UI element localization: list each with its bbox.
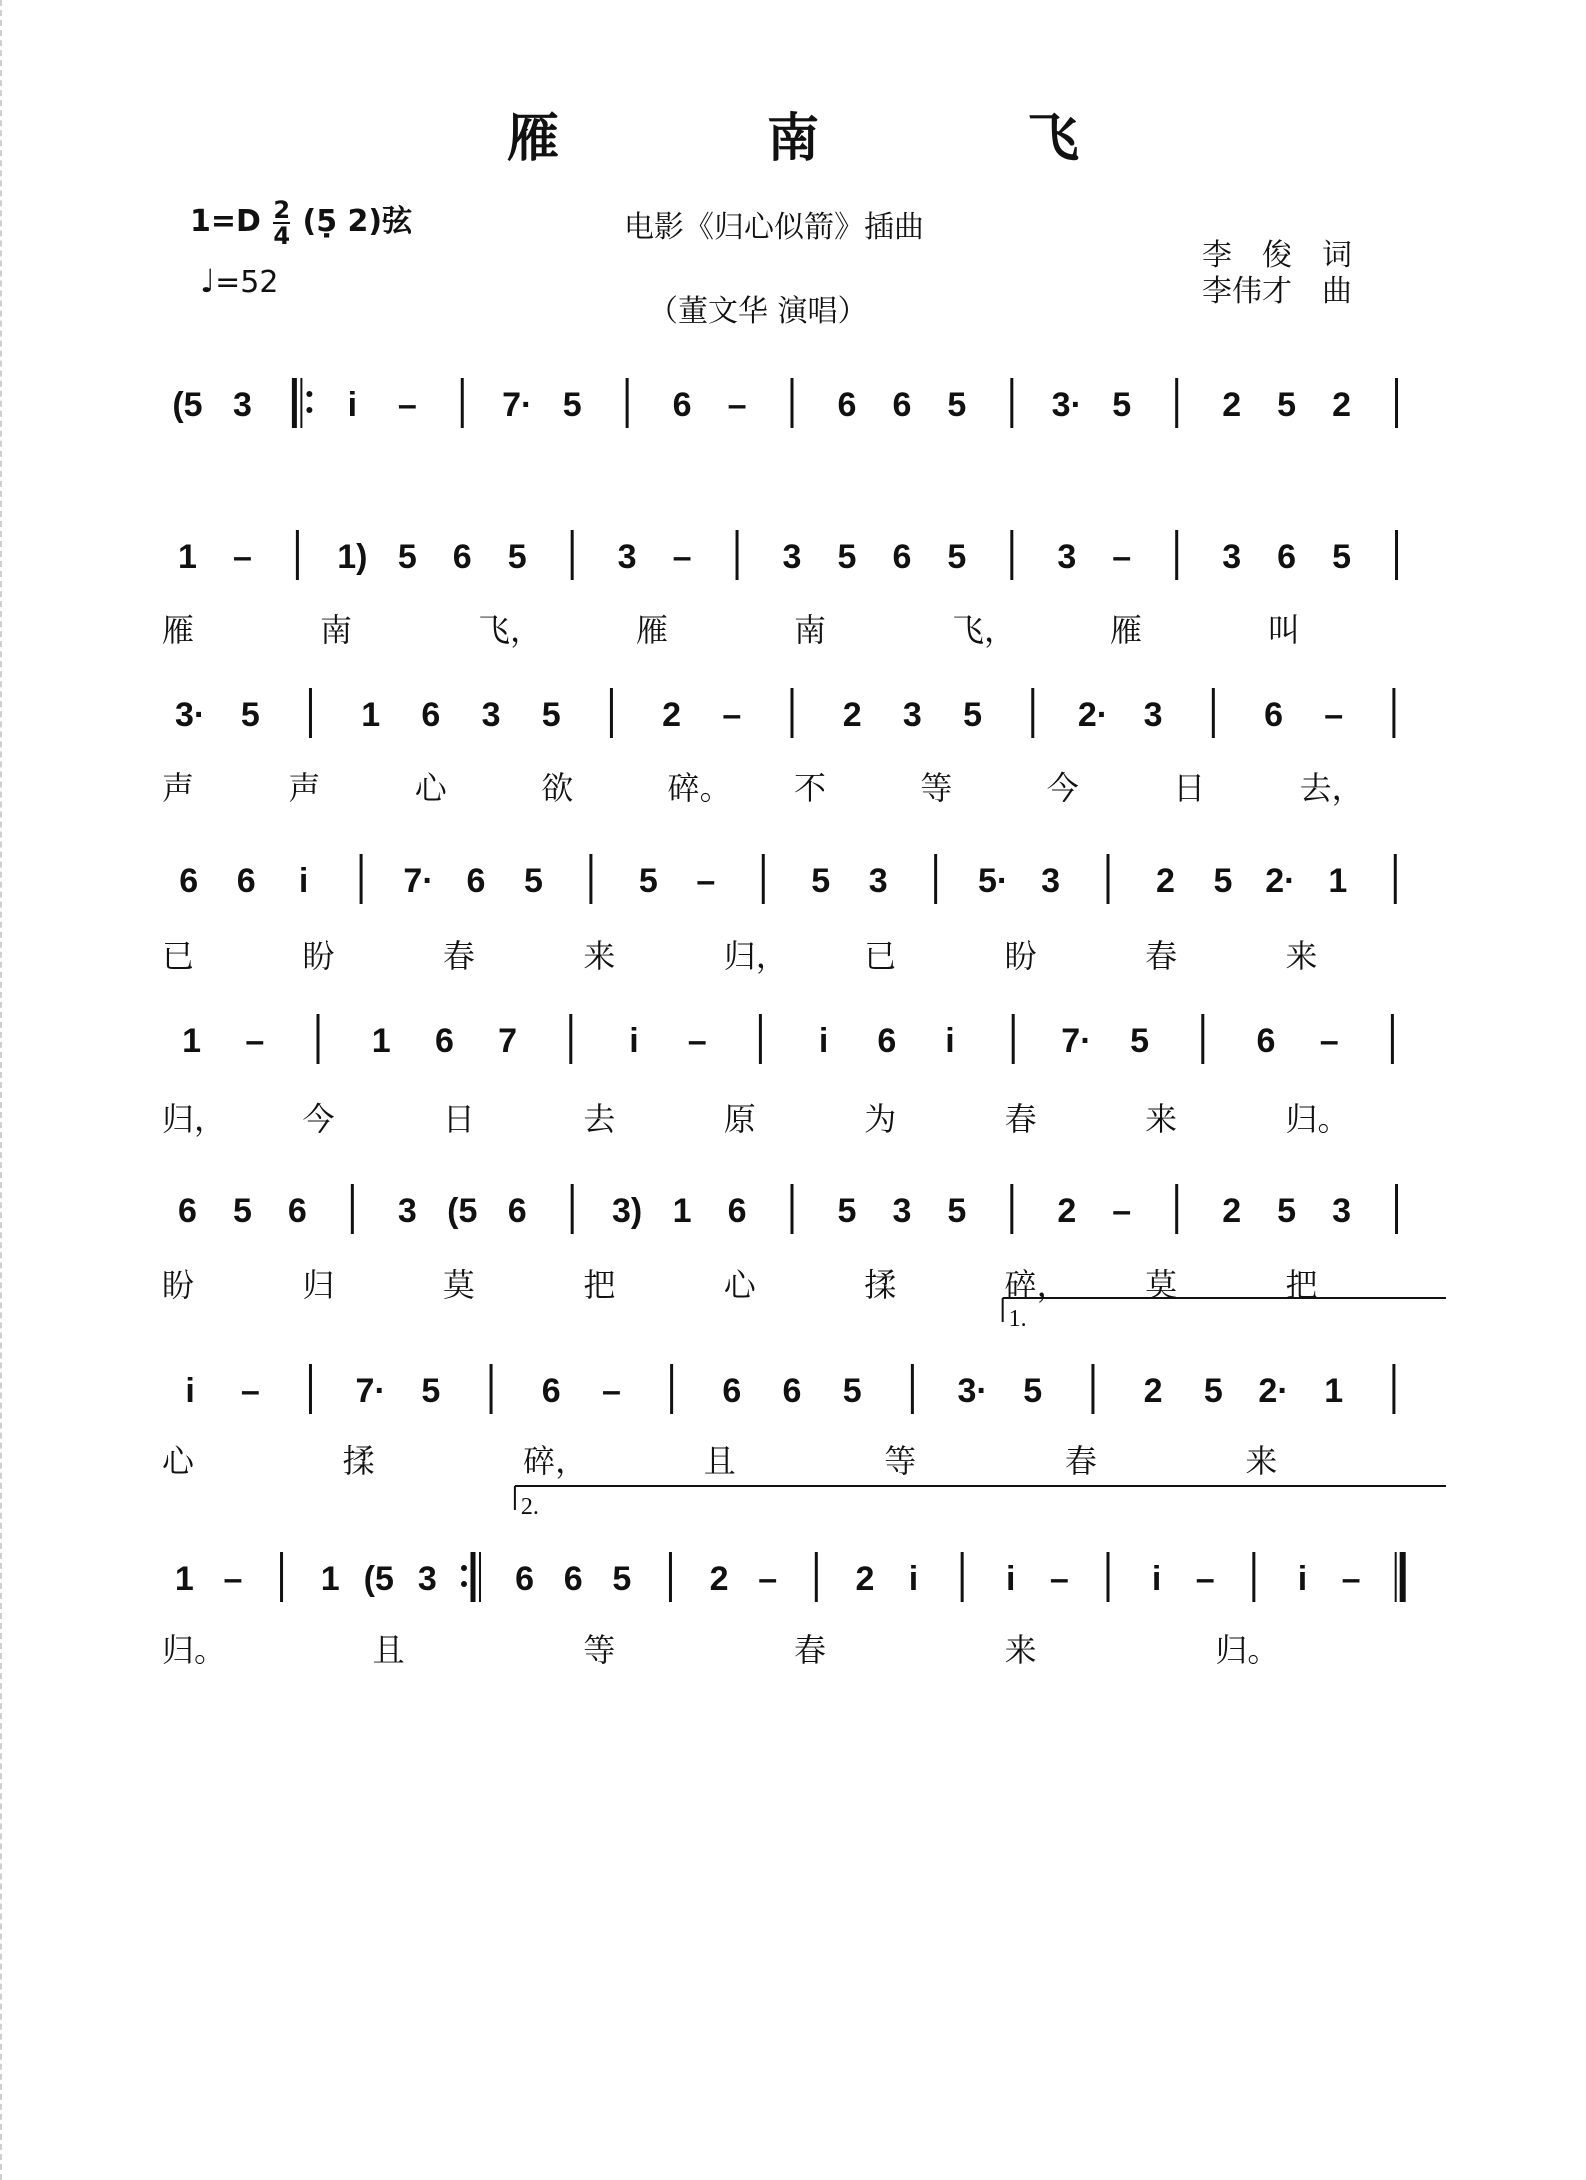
note: 3: [481, 696, 501, 734]
note: 6: [1277, 538, 1297, 576]
lyric-word: 来: [1004, 1631, 1037, 1669]
note: 2: [1155, 862, 1175, 900]
lyric-word: 盼: [162, 1266, 195, 1304]
note: (5: [363, 1560, 394, 1598]
note: 2: [1057, 1192, 1077, 1230]
note: 3: [617, 538, 637, 576]
note: 6: [515, 1560, 535, 1598]
lyric-word: 飞，: [478, 611, 543, 649]
note: 2: [1332, 386, 1352, 424]
note: 5: [397, 538, 417, 576]
note: –: [245, 1022, 265, 1060]
note: 6: [892, 386, 912, 424]
note: 6: [1256, 1022, 1276, 1060]
note: 7·: [403, 862, 434, 900]
note: 3: [232, 386, 252, 424]
note: 1): [337, 538, 368, 576]
note: 3·: [174, 696, 206, 734]
note: 5: [1213, 862, 1233, 900]
lyric-word: 雁: [636, 611, 669, 649]
note: 3: [1222, 538, 1242, 576]
note: 5: [562, 386, 582, 424]
note: 2·: [1258, 1372, 1289, 1410]
note: 5: [963, 696, 983, 734]
note: 5: [523, 862, 543, 900]
note: 1: [1328, 862, 1348, 900]
time-signature-top: 2: [273, 195, 291, 224]
note: 1: [174, 1560, 194, 1598]
lyric-word: 来: [1285, 937, 1318, 975]
lyric-word: 春: [1064, 1442, 1097, 1480]
note: 5: [1277, 386, 1297, 424]
note: i: [298, 862, 309, 900]
lyric-word: 揉: [342, 1442, 375, 1480]
note: 7·: [1061, 1022, 1092, 1060]
note: 3: [1143, 696, 1163, 734]
note: –: [696, 862, 716, 900]
lyric-word: 盼: [1004, 937, 1037, 975]
note: i: [908, 1560, 919, 1598]
note: –: [1319, 1022, 1339, 1060]
note: 6: [541, 1372, 561, 1410]
repeat-dot: [306, 407, 312, 413]
note: 5: [612, 1560, 632, 1598]
repeat-dot: [461, 1565, 467, 1571]
note: 5: [1277, 1192, 1297, 1230]
note: (5: [447, 1192, 478, 1230]
note: 5: [1203, 1372, 1223, 1410]
note: 5: [947, 1192, 967, 1230]
note: 6: [837, 386, 857, 424]
note: 6: [452, 538, 472, 576]
note: 6: [782, 1372, 802, 1410]
note: i: [1006, 1560, 1016, 1598]
lyric-word: 不: [794, 769, 827, 807]
note: 7: [498, 1022, 518, 1060]
note: 5: [638, 862, 658, 900]
note: 1: [320, 1560, 340, 1598]
note: –: [397, 386, 417, 424]
lyric-word: 南: [794, 611, 827, 649]
lyric-word: 来: [1245, 1442, 1278, 1480]
note: 1: [361, 696, 381, 734]
note: –: [1195, 1560, 1215, 1598]
note: –: [1341, 1560, 1361, 1598]
lyric-word: 雁: [1110, 611, 1143, 649]
note: –: [1112, 538, 1132, 576]
note: –: [232, 538, 252, 576]
lyric-word: 莫: [1145, 1266, 1178, 1304]
note: (5: [172, 386, 203, 424]
note: 3): [612, 1192, 643, 1230]
repeat-dot: [306, 391, 312, 397]
note: 6: [179, 862, 199, 900]
singer: （董文华 演唱）: [648, 294, 868, 329]
lyric-word: 声: [288, 769, 321, 807]
repeat-dot: [461, 1581, 467, 1587]
lyric-word: 归。: [1215, 1631, 1280, 1669]
note: 6: [1264, 696, 1283, 734]
volta-label: 2.: [520, 1494, 539, 1520]
note: 6: [672, 386, 692, 424]
note: 5: [507, 538, 527, 576]
lyric-word: 日: [1173, 769, 1206, 807]
song-title: 雁 南 飞: [506, 109, 1157, 169]
lyric-word: 莫: [442, 1266, 475, 1304]
note: 5: [232, 1192, 252, 1230]
note: –: [1324, 696, 1344, 734]
note: 2: [1143, 1372, 1163, 1410]
note: i: [1151, 1560, 1162, 1598]
note: 5: [947, 538, 967, 576]
note: i: [1297, 1560, 1308, 1598]
note: –: [722, 696, 742, 734]
key-prefix: 1=D: [190, 204, 261, 239]
lyric-word: 归: [302, 1266, 335, 1304]
lyricist: 李 俊 词: [1202, 238, 1352, 273]
lyric-word: 春: [1004, 1100, 1037, 1138]
note: 3: [1041, 862, 1061, 900]
note: 5: [947, 386, 967, 424]
lyric-word: 碎。: [667, 769, 732, 807]
note: 6: [727, 1192, 747, 1230]
note: 6: [722, 1372, 742, 1410]
lyric-word: 把: [1285, 1266, 1318, 1304]
note: 5·: [977, 862, 1009, 900]
note: 3: [1057, 538, 1077, 576]
lyric-word: 且: [372, 1631, 405, 1669]
lyric-word: 叫: [1268, 611, 1301, 649]
lyric-word: 日: [442, 1100, 475, 1138]
lyric-word: 已: [864, 937, 897, 975]
note: i: [818, 1022, 829, 1060]
note: 2: [1222, 1192, 1242, 1230]
note: 5: [1332, 538, 1352, 576]
lyric-word: 原: [723, 1100, 756, 1138]
lyric-word: 去: [583, 1100, 616, 1138]
time-signature-bottom: 4: [273, 221, 291, 250]
lyric-word: 等: [920, 769, 953, 807]
note: 1: [371, 1022, 391, 1060]
note: 6: [236, 862, 256, 900]
lyric-word: 雁: [162, 611, 195, 649]
note: 2: [709, 1560, 729, 1598]
note: –: [1112, 1192, 1132, 1230]
lyric-word: 来: [583, 937, 616, 975]
lyric-word: 今: [302, 1100, 335, 1138]
note: –: [727, 386, 747, 424]
lyric-word: 去，: [1299, 769, 1364, 807]
volta-label: 1.: [1008, 1306, 1027, 1332]
note: i: [185, 1372, 195, 1410]
lyric-word: 今: [1046, 769, 1079, 807]
note: 3: [417, 1560, 437, 1598]
note: 1: [672, 1192, 692, 1230]
note: –: [240, 1372, 260, 1410]
note: 7·: [502, 386, 533, 424]
note: i: [629, 1022, 639, 1060]
note: 6: [877, 1022, 897, 1060]
lyric-word: 飞，: [952, 611, 1017, 649]
note: 3: [1332, 1192, 1352, 1230]
lyric-word: 为: [864, 1100, 897, 1138]
quarter-note-icon: ♩: [200, 262, 216, 300]
note: –: [758, 1560, 778, 1598]
note: 6: [178, 1192, 197, 1230]
note: 6: [434, 1022, 454, 1060]
lyric-word: 把: [583, 1266, 616, 1304]
note: 7·: [355, 1372, 386, 1410]
lyric-word: 春: [794, 1631, 827, 1669]
note: 6: [563, 1560, 583, 1598]
lyric-word: 归。: [162, 1631, 227, 1669]
lyric-word: 来: [1145, 1100, 1178, 1138]
tempo-value: =52: [215, 265, 279, 300]
note: –: [687, 1022, 707, 1060]
note: i: [945, 1022, 955, 1060]
note: 6: [892, 538, 912, 576]
note: 5: [811, 862, 831, 900]
note: 3: [782, 538, 802, 576]
lyric-word: 心: [162, 1442, 195, 1480]
note: 3·: [1051, 386, 1082, 424]
lyric-word: 声: [162, 769, 195, 807]
subtitle: 电影《归心似箭》插曲: [624, 210, 924, 245]
note: 2: [855, 1560, 875, 1598]
note: 3: [892, 1192, 912, 1230]
lyric-word: 已: [162, 937, 195, 975]
note: 5: [842, 1372, 862, 1410]
note: 5: [837, 1192, 857, 1230]
note: 5: [541, 696, 561, 734]
note: 5: [837, 538, 857, 576]
note: 2: [662, 696, 682, 734]
note: 5: [1112, 386, 1132, 424]
note: 3·: [957, 1372, 988, 1410]
note: 5: [1023, 1372, 1043, 1410]
lyric-word: 欲: [541, 769, 574, 807]
composer: 李伟才 曲: [1202, 274, 1352, 309]
intro-text: (5̣ 2)弦: [302, 204, 413, 239]
lyric-word: 春: [442, 937, 475, 975]
lyric-word: 春: [1145, 937, 1178, 975]
lyric-word: 归，: [162, 1100, 227, 1138]
note: 1: [182, 1022, 202, 1060]
note: 2·: [1077, 696, 1109, 734]
note: 3: [397, 1192, 417, 1230]
note: 1: [178, 538, 197, 576]
note: 1: [1324, 1372, 1344, 1410]
lyric-word: 盼: [302, 937, 335, 975]
lyric-word: 等: [583, 1631, 616, 1669]
note: 6: [421, 696, 441, 734]
note: –: [223, 1560, 243, 1598]
note: 5: [240, 696, 260, 734]
lyric-word: 心: [723, 1266, 756, 1304]
note: 2·: [1265, 862, 1296, 900]
lyric-word: 归，: [723, 937, 788, 975]
note: 3: [868, 862, 888, 900]
lyric-word: 揉: [864, 1266, 897, 1304]
lyric-word: 归。: [1285, 1100, 1350, 1138]
note: 2: [1222, 386, 1242, 424]
note: –: [1049, 1560, 1069, 1598]
lyric-word: 等: [884, 1442, 917, 1480]
note: –: [672, 538, 692, 576]
note: 6: [466, 862, 486, 900]
note: 5: [1130, 1022, 1150, 1060]
note: 3: [902, 696, 922, 734]
lyric-word: 碎，: [1004, 1266, 1069, 1304]
note: 6: [287, 1192, 307, 1230]
lyric-word: 碎，: [523, 1442, 588, 1480]
note: 2: [842, 696, 862, 734]
note: –: [601, 1372, 621, 1410]
lyric-word: 且: [703, 1442, 736, 1480]
note: i: [347, 386, 358, 424]
note: 6: [507, 1192, 527, 1230]
note: 5: [421, 1372, 441, 1410]
lyric-word: 心: [414, 769, 447, 807]
lyric-word: 南: [320, 611, 353, 649]
